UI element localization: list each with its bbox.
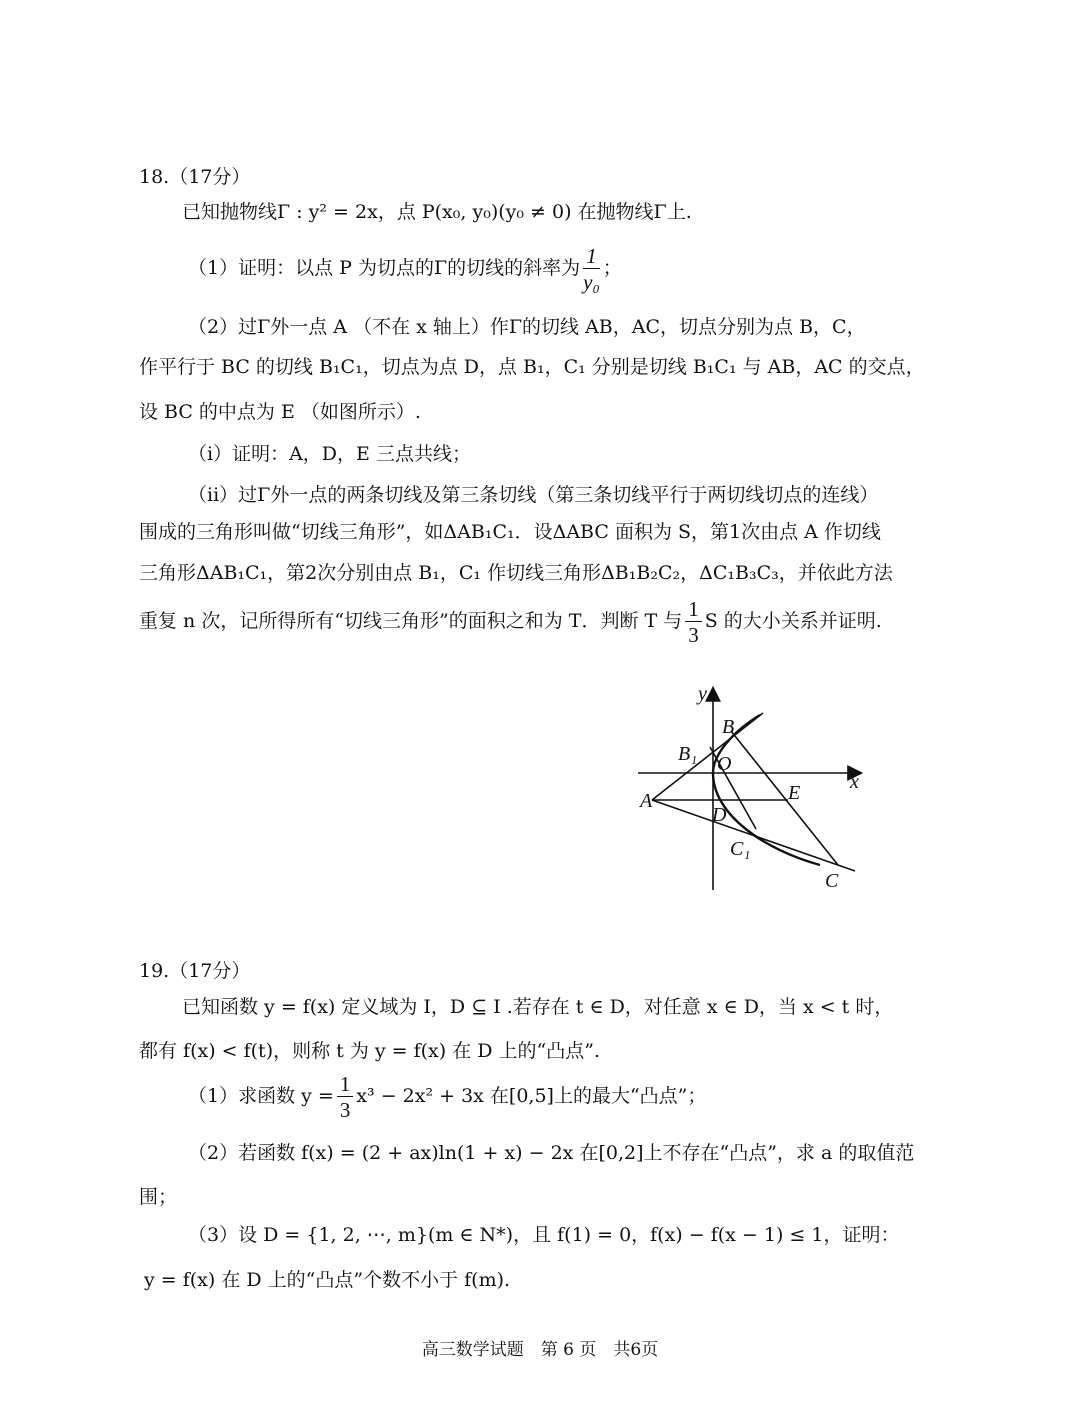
q19-part2-line1: （2）若函数 f(x) = (2 + ax)ln(1 + x) − 2x 在[0,2]上不存在“凸点”，求 a 的取值范 — [188, 1142, 915, 1164]
q18-part1-fraction — [583, 244, 600, 295]
q19-part3-line1: （3）设 D = {1, 2, ⋯, m}(m ∈ N*)，且 f(1) = 0，f(x) − f(x − 1) ≤ 1，证明： — [188, 1224, 900, 1246]
q18-part2-ii-numerator: 1 — [685, 597, 702, 622]
q18-part2-ii-line3: 三角形ΔAB₁C₁，第2次分别由点 B₁，C₁ 作切线三角形ΔB₁B₂C₂，ΔC₁B₃C₃，并依此方法 — [139, 562, 893, 584]
q19-part1-end: x³ − 2x² + 3x 在[0,5]上的最大“凸点”； — [356, 1085, 707, 1107]
label-b1: B₁ — [678, 743, 698, 765]
q18-part2-line2: 作平行于 BC 的切线 B₁C₁，切点为点 D，点 B₁，C₁ 分别是切线 B₁C₁ 与 AB，AC 的交点， — [139, 356, 925, 378]
tangent-ab — [652, 713, 763, 800]
q18-part1-end: ； — [602, 257, 622, 279]
q18-part1 — [188, 238, 622, 298]
q18-part2-ii-line4-end: S 的大小关系并证明. — [704, 610, 882, 632]
q19-stem-line2: 都有 f(x) < f(t)，则称 t 为 y = f(x) 在 D 上的“凸点”. — [139, 1040, 600, 1062]
label-c1: C₁ — [730, 838, 751, 860]
label-b: B — [722, 716, 735, 738]
page-footer: 高三数学试题 第 6 页 共6页 — [421, 1340, 659, 1360]
q18-part1-numerator: 1 — [583, 244, 600, 269]
q18-part2-ii-line4 — [139, 591, 882, 651]
q19-stem-line1: 已知函数 y = f(x) 定义域为 I，D ⊆ I .若存在 t ∈ D，对任意 x ∈ D，当 x < t 时， — [182, 996, 894, 1018]
tangent-ac — [652, 800, 855, 871]
q19-part1-denominator: 3 — [339, 1097, 351, 1122]
q18-part2-ii-fraction — [685, 597, 702, 648]
q18-part2-ii-line2: 围成的三角形叫做“切线三角形”，如ΔAB₁C₁．设ΔABC 面积为 S，第1次由点 A 作切线 — [139, 521, 881, 543]
q18-part1-text: （1）证明：以点 P 为切点的Γ的切线的斜率为 — [188, 257, 581, 279]
label-x: x — [850, 771, 859, 793]
q18-part2-ii-denominator: 3 — [688, 622, 699, 647]
q18-part1-denominator: y₀ — [583, 269, 600, 294]
q18-part2-line3: 设 BC 的中点为 E （如图所示）. — [139, 401, 421, 423]
q19-part1-fraction — [337, 1072, 354, 1123]
q18-part2-ii-line4-text: 重复 n 次，记所得所有“切线三角形”的面积之和为 T．判断 T 与 — [139, 610, 683, 632]
q19-header: 19.（17分） — [139, 960, 251, 982]
q19-part1-numerator: 1 — [337, 1072, 354, 1097]
q18-part2-ii-line1: （ii）过Γ外一点的两条切线及第三条切线（第三条切线平行于两切线切点的连线） — [188, 484, 879, 506]
label-o: O — [717, 753, 732, 775]
label-e: E — [788, 782, 801, 804]
q19-part3-line2: y = f(x) 在 D 上的“凸点”个数不小于 f(m). — [144, 1269, 511, 1291]
label-d: D — [712, 804, 727, 826]
label-a: A — [640, 790, 653, 812]
q18-part2-line1: （2）过Γ外一点 A （不在 x 轴上）作Γ的切线 AB，AC，切点分别为点 B，C， — [188, 316, 866, 338]
parabola-tangent-figure — [620, 675, 880, 900]
q19-part2-line2: 围； — [139, 1186, 178, 1208]
q19-part1-text: （1）求函数 y = — [188, 1085, 334, 1107]
q18-stem: 已知抛物线Γ : y² = 2x，点 P(x₀, y₀)(y₀ ≠ 0) 在抛物线Γ上. — [182, 201, 692, 223]
label-c: C — [825, 870, 839, 892]
label-y: y — [698, 683, 707, 705]
q19-part1 — [188, 1066, 706, 1126]
q18-part2-i: （i）证明：A，D，E 三点共线； — [188, 443, 471, 465]
q18-header: 18.（17分） — [139, 166, 251, 188]
